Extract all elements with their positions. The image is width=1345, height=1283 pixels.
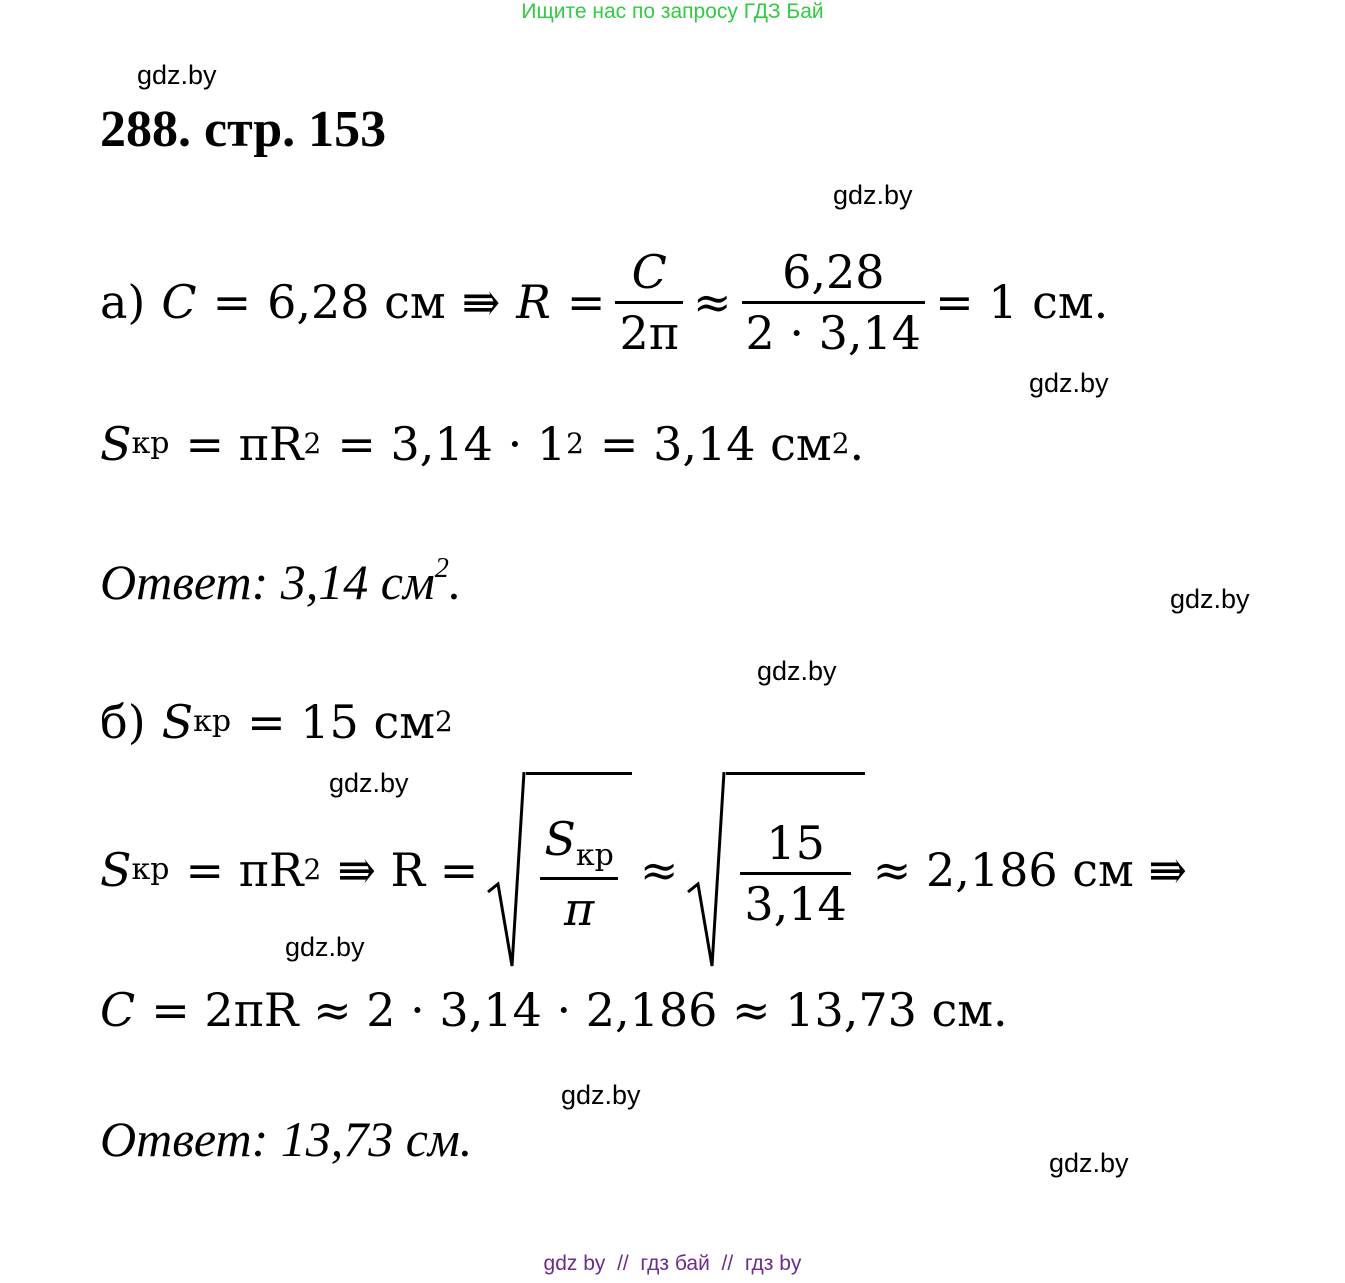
- part-a-answer: Ответ: 3,14 $см^2$.: [100, 553, 462, 610]
- watermark: gdz.by: [757, 656, 837, 686]
- watermark: gdz.by: [561, 1080, 641, 1110]
- watermark: gdz.by: [1029, 368, 1109, 398]
- part-b-answer: Ответ: 13,73 см.: [100, 1111, 473, 1167]
- fraction: $\frac{S_{кр}}{\pi}$: [540, 816, 617, 932]
- watermark: gdz.by: [833, 180, 913, 210]
- watermark: gdz.by: [1049, 1148, 1129, 1178]
- part-a-label: а): [100, 275, 146, 329]
- search-banner[interactable]: Ищите нас по запросу ГДЗ Бай: [521, 0, 824, 23]
- part-a-formula-radius: а) C = 6,28 см ⇛ R = $\frac{C}{2\pi}$ ≈ $\frac{6,28}{2 \cdot 3,14}$ = 1 см.: [100, 244, 1109, 360]
- page-title: 288. стр. 153: [100, 101, 387, 158]
- part-a-formula-area: S кр = πR 2 = 3,14 · 1 2 = 3,14 см 2 .: [100, 417, 865, 471]
- part-b-formula-circumference: C = 2πR ≈ 2 · 3,14 · 2,186 ≈ 13,73 см.: [100, 983, 1008, 1037]
- watermark: gdz.by: [137, 60, 217, 90]
- fraction: $\frac{6,28}{2 \cdot 3,14}$: [742, 249, 926, 356]
- part-b-given: б) S кр = 15 см 2: [100, 695, 453, 749]
- part-b-label: б): [100, 695, 146, 749]
- square-root: [686, 772, 864, 968]
- watermark: gdz.by: [329, 768, 409, 798]
- watermark: gdz.by: [285, 932, 365, 962]
- part-b-formula-radius: S кр = πR 2 ⇛ R = $\frac{S_{кр}}{\pi}$ ≈ $\frac{15}{3,14}$ ≈ 2,186 см ⇛: [100, 770, 1187, 970]
- square-root: [486, 772, 631, 968]
- watermark: gdz.by: [1170, 584, 1250, 614]
- fraction: $\frac{C}{2\pi}$: [615, 249, 683, 356]
- footer-links[interactable]: gdz by // гдз бай // гдз by: [543, 1252, 802, 1275]
- fraction: $\frac{15}{3,14}$: [740, 820, 850, 927]
